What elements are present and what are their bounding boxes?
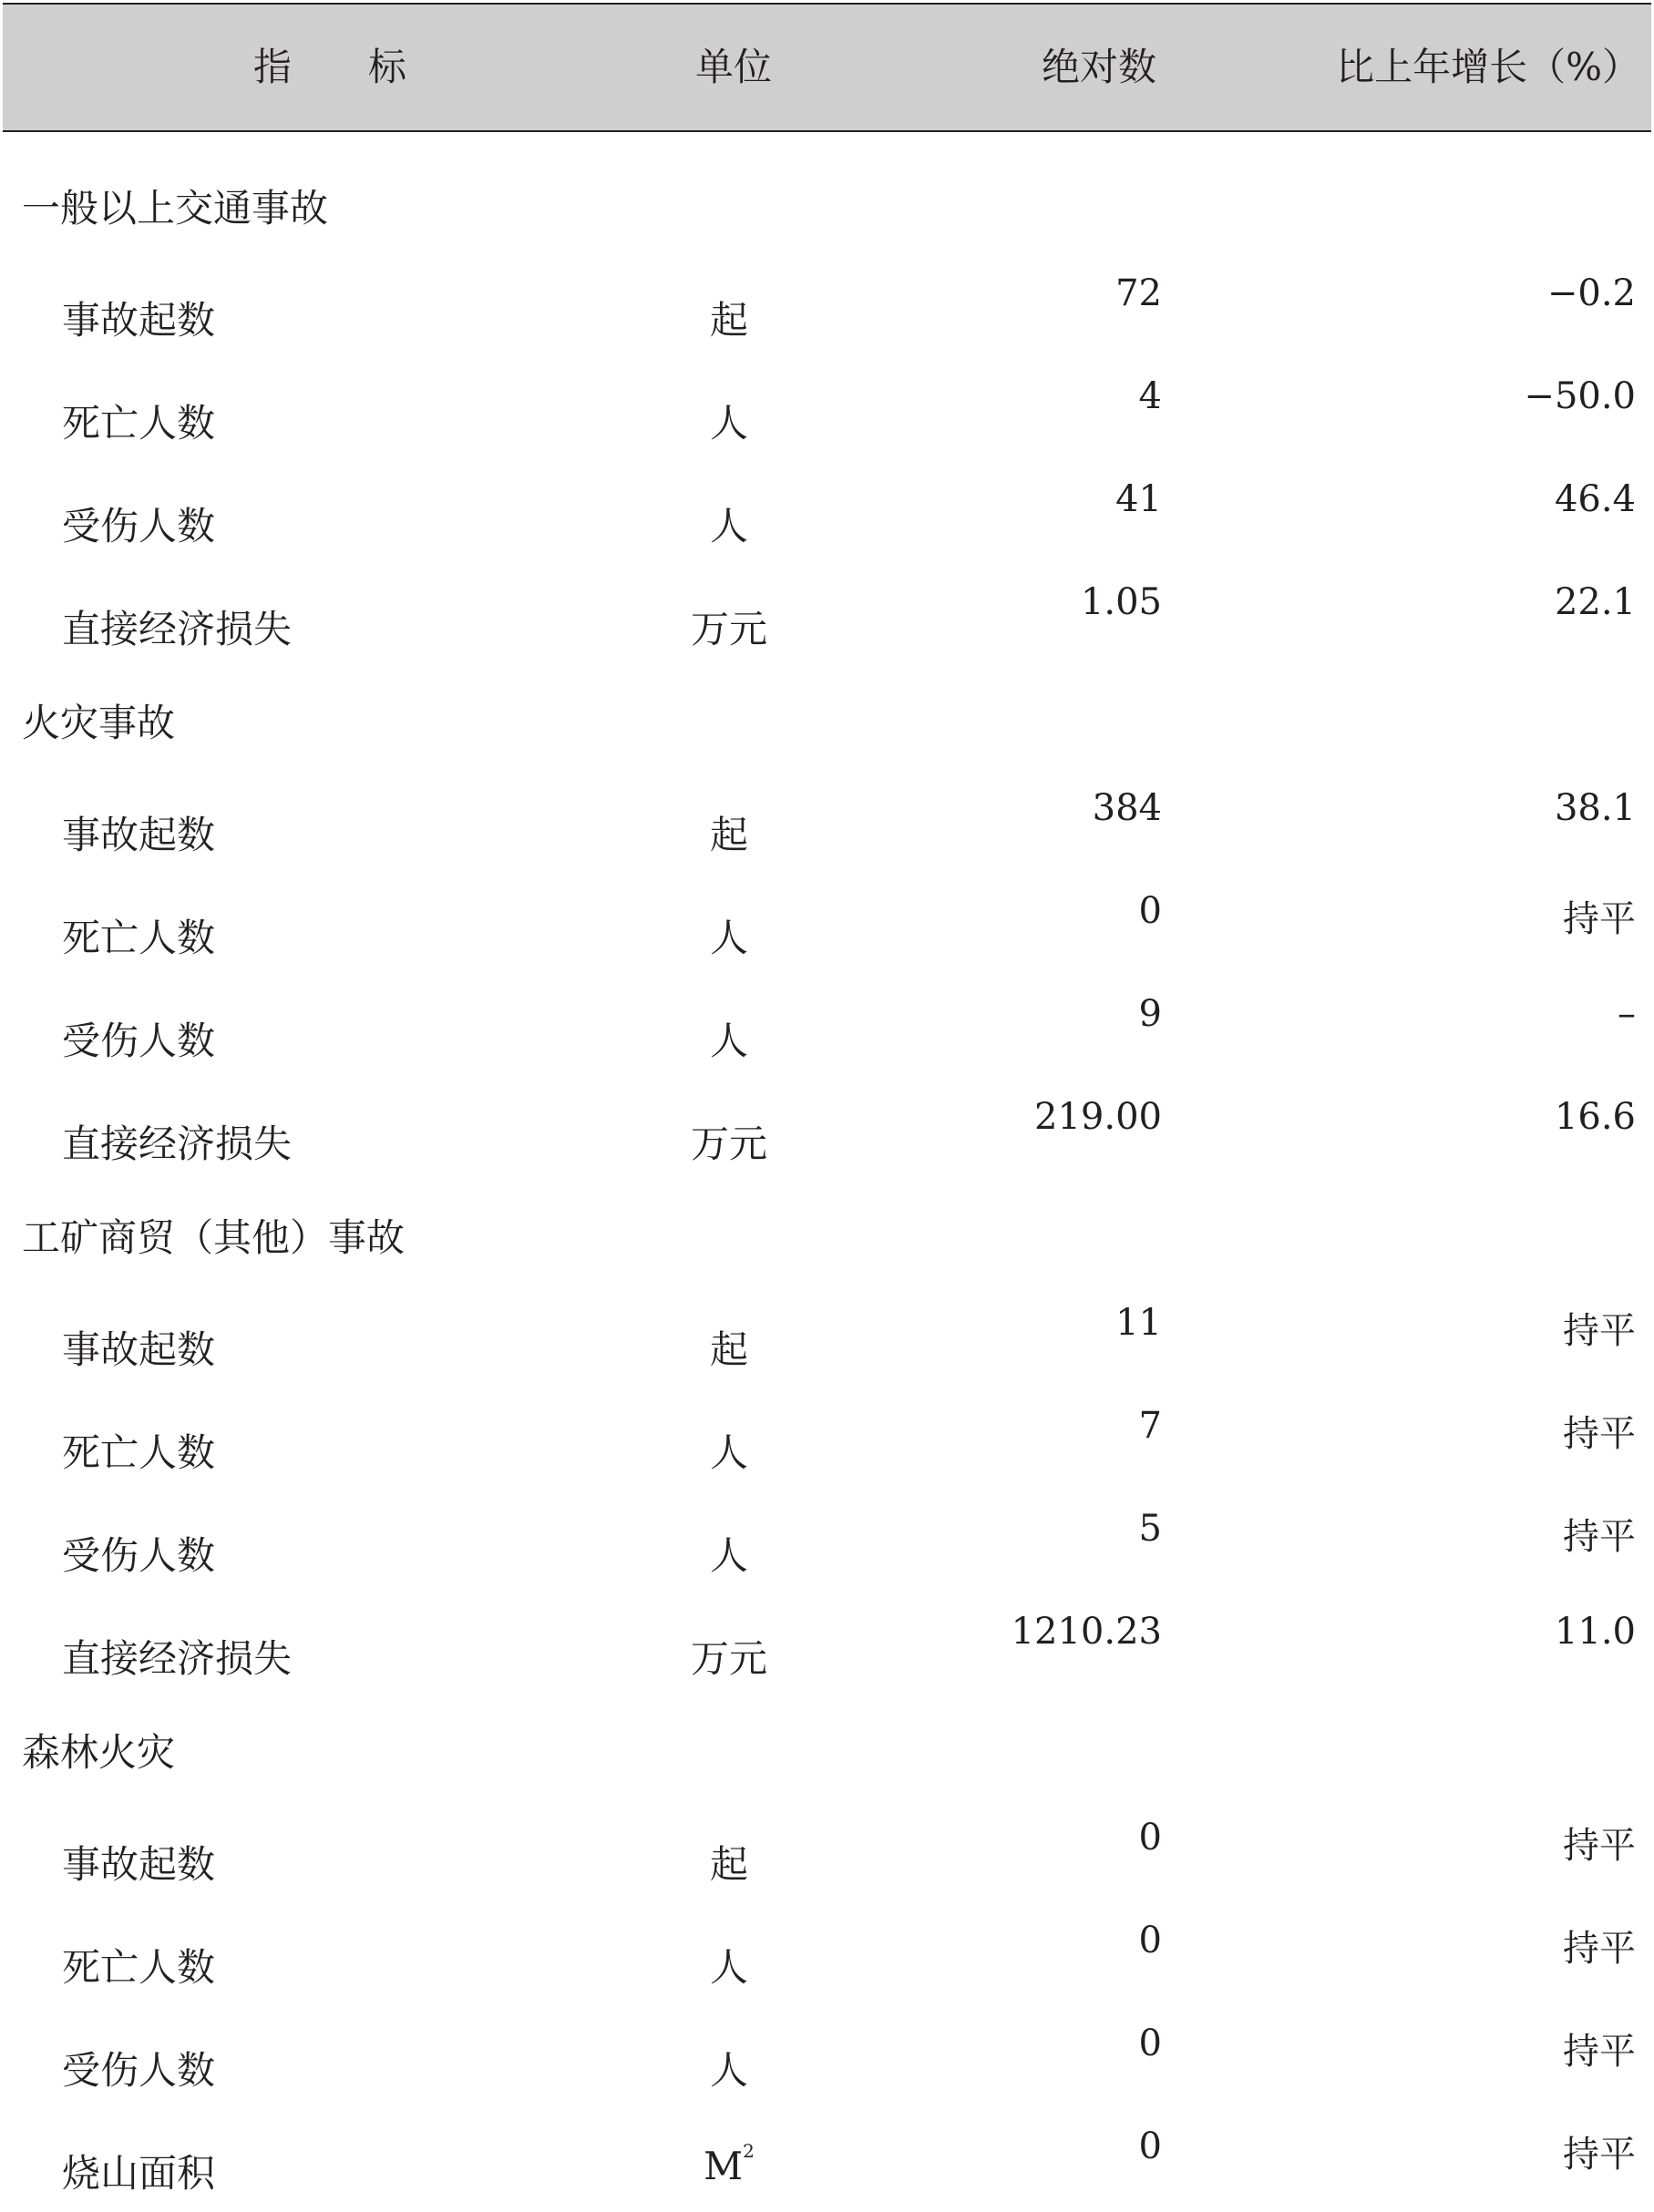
growth-value: −50.0 bbox=[1524, 375, 1636, 417]
growth-value: 持平 bbox=[1563, 898, 1636, 940]
indicator-label: 死亡人数 bbox=[62, 916, 216, 960]
table-row bbox=[0, 771, 1654, 874]
header-growth: 比上年增长（%） bbox=[1336, 45, 1640, 89]
unit-cell bbox=[638, 1629, 820, 1684]
table-row bbox=[0, 1388, 1654, 1491]
category-row bbox=[0, 1183, 1654, 1285]
absolute-value: 7 bbox=[1138, 1405, 1162, 1447]
absolute-value: 5 bbox=[1138, 1508, 1162, 1550]
growth-value: 持平 bbox=[1563, 1516, 1636, 1558]
indicator-label: 死亡人数 bbox=[62, 401, 216, 445]
absolute-value: 72 bbox=[1115, 272, 1162, 314]
absolute-value: 0 bbox=[1138, 1920, 1162, 1961]
growth-value: 16.6 bbox=[1554, 1096, 1636, 1138]
absolute-value: 9 bbox=[1138, 993, 1162, 1035]
table-row bbox=[0, 1491, 1654, 1594]
table-row bbox=[0, 565, 1654, 668]
unit-cell bbox=[638, 805, 820, 860]
table-row bbox=[0, 1594, 1654, 1697]
indicator-label: 直接经济损失 bbox=[62, 1636, 293, 1681]
table-body bbox=[0, 153, 1654, 2212]
growth-value: 22.1 bbox=[1554, 581, 1636, 623]
indicator-label: 事故起数 bbox=[62, 298, 216, 343]
table-row bbox=[0, 1080, 1654, 1183]
category-label: 火灾事故 bbox=[22, 701, 176, 745]
unit-text: 起 bbox=[709, 298, 748, 343]
indicator-label: 事故起数 bbox=[62, 1327, 216, 1372]
unit-text: 万元 bbox=[690, 1121, 767, 1166]
unit-text: 人 bbox=[709, 1945, 748, 1990]
unit-text: 人 bbox=[709, 504, 748, 548]
indicator-label: 事故起数 bbox=[62, 813, 216, 857]
indicator-label: 直接经济损失 bbox=[62, 1121, 293, 1166]
growth-value: 38.1 bbox=[1554, 787, 1636, 829]
indicator-label: 烧山面积 bbox=[62, 2151, 216, 2196]
growth-value: 持平 bbox=[1563, 2031, 1636, 2073]
growth-value: −0.2 bbox=[1546, 272, 1636, 314]
unit-cell bbox=[638, 2140, 820, 2188]
indicator-label: 死亡人数 bbox=[62, 1430, 216, 1475]
category-row bbox=[0, 1697, 1654, 1800]
table-row bbox=[0, 977, 1654, 1080]
unit-cell bbox=[638, 1938, 820, 1992]
table-row bbox=[0, 359, 1654, 462]
indicator-label: 受伤人数 bbox=[62, 504, 216, 548]
indicator-label: 死亡人数 bbox=[62, 1945, 216, 1990]
unit-cell bbox=[638, 1114, 820, 1169]
indicator-label: 受伤人数 bbox=[62, 2048, 216, 2093]
unit-text: 起 bbox=[709, 813, 748, 857]
header-absolute: 绝对数 bbox=[1042, 45, 1157, 89]
unit-text: 起 bbox=[709, 1842, 748, 1887]
table-row bbox=[0, 462, 1654, 565]
unit-text: 人 bbox=[709, 1430, 748, 1475]
absolute-value: 219.00 bbox=[1034, 1096, 1162, 1138]
unit-cell bbox=[638, 394, 820, 448]
growth-value: 持平 bbox=[1563, 1928, 1636, 1970]
absolute-value: 1210.23 bbox=[1011, 1611, 1162, 1653]
unit-text: 起 bbox=[709, 1327, 748, 1372]
absolute-value: 4 bbox=[1138, 375, 1162, 417]
growth-value: 持平 bbox=[1563, 1413, 1636, 1455]
header-unit: 单位 bbox=[695, 45, 773, 89]
absolute-value: 0 bbox=[1138, 2023, 1162, 2064]
category-label: 一般以上交通事故 bbox=[22, 186, 329, 230]
absolute-value: 0 bbox=[1138, 1817, 1162, 1859]
growth-value: 11.0 bbox=[1554, 1611, 1636, 1653]
unit-cell bbox=[638, 1835, 820, 1889]
growth-value: 46.4 bbox=[1554, 478, 1636, 520]
unit-cell bbox=[638, 497, 820, 551]
unit-text: 人 bbox=[709, 1019, 748, 1063]
unit-text: 人 bbox=[709, 2048, 748, 2093]
category-row bbox=[0, 153, 1654, 256]
absolute-value: 11 bbox=[1115, 1302, 1162, 1344]
category-row bbox=[0, 668, 1654, 771]
unit-cell bbox=[638, 1423, 820, 1478]
table-row bbox=[0, 1285, 1654, 1388]
table-row bbox=[0, 2006, 1654, 2109]
table-row bbox=[0, 1800, 1654, 1903]
growth-value: 持平 bbox=[1563, 2134, 1636, 2176]
unit-cell bbox=[638, 599, 820, 654]
unit-cell bbox=[638, 2041, 820, 2095]
absolute-value: 384 bbox=[1092, 787, 1162, 829]
absolute-value: 41 bbox=[1115, 478, 1162, 520]
unit-text: 万元 bbox=[690, 607, 767, 651]
indicator-label: 受伤人数 bbox=[62, 1019, 216, 1063]
growth-value: 持平 bbox=[1563, 1825, 1636, 1867]
indicator-label: 直接经济损失 bbox=[62, 607, 293, 651]
table-header bbox=[3, 3, 1651, 132]
unit-cell bbox=[638, 1011, 820, 1066]
unit-cell bbox=[638, 1526, 820, 1581]
indicator-label: 事故起数 bbox=[62, 1842, 216, 1887]
growth-value: – bbox=[1618, 993, 1636, 1035]
category-label: 工矿商贸（其他）事故 bbox=[22, 1215, 406, 1260]
header-indicator: 指 标 bbox=[253, 45, 407, 89]
unit-text: 人 bbox=[709, 1533, 748, 1578]
unit-text: 万元 bbox=[690, 1636, 767, 1681]
absolute-value: 1.05 bbox=[1080, 581, 1162, 623]
category-label: 森林火灾 bbox=[22, 1730, 176, 1775]
unit-text: 人 bbox=[709, 401, 748, 445]
table-row bbox=[0, 2109, 1654, 2212]
unit-superscript: 2 bbox=[743, 2140, 755, 2162]
table-row bbox=[0, 1903, 1654, 2006]
indicator-label: 受伤人数 bbox=[62, 1533, 216, 1578]
unit-cell bbox=[638, 1320, 820, 1375]
unit-cell bbox=[638, 908, 820, 963]
absolute-value: 0 bbox=[1138, 2125, 1162, 2167]
unit-text: 人 bbox=[709, 916, 748, 960]
growth-value: 持平 bbox=[1563, 1310, 1636, 1352]
table-row bbox=[0, 874, 1654, 977]
unit-cell bbox=[638, 291, 820, 345]
unit-text: M bbox=[704, 2144, 744, 2188]
table-row bbox=[0, 256, 1654, 359]
absolute-value: 0 bbox=[1138, 890, 1162, 932]
